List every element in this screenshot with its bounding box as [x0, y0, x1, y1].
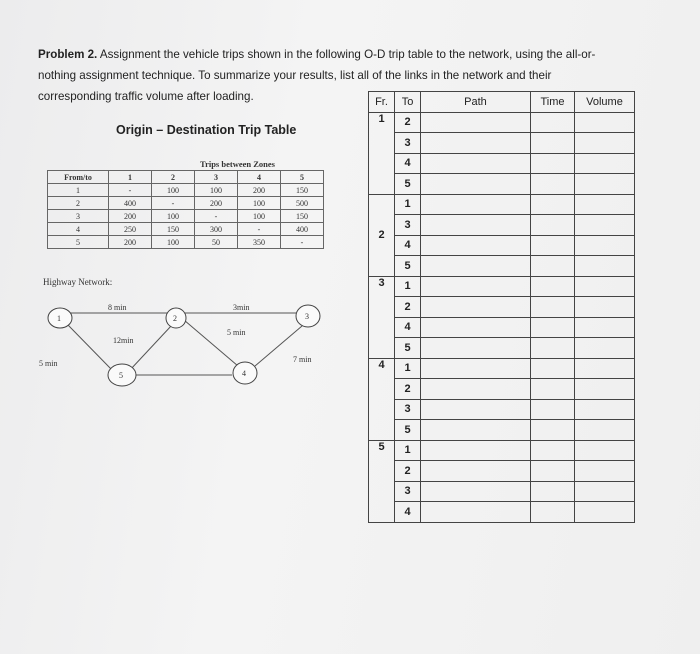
path-cell[interactable]	[421, 215, 531, 236]
table-row	[369, 297, 635, 318]
od-table-title: Origin – Destination Trip Table	[116, 123, 297, 137]
table-row	[369, 399, 635, 420]
path-cell[interactable]	[421, 420, 531, 441]
time-cell[interactable]	[531, 133, 575, 154]
path-cell[interactable]	[421, 379, 531, 400]
trip-cell: 100	[195, 184, 238, 197]
trip-cell: -	[109, 184, 152, 197]
table-row	[369, 358, 635, 379]
trip-cell: 500	[281, 197, 324, 210]
trip-cell: 250	[109, 223, 152, 236]
link-2-5	[130, 325, 172, 370]
trip-cell: 200	[195, 197, 238, 210]
trip-cell: -	[195, 210, 238, 223]
to-zone: 4	[395, 235, 421, 256]
volume-cell[interactable]	[575, 440, 635, 461]
path-cell[interactable]	[421, 174, 531, 195]
node-label: 5	[119, 371, 123, 380]
volume-cell[interactable]	[575, 112, 635, 133]
path-cell[interactable]	[421, 153, 531, 174]
link-time-label: 7 min	[293, 355, 312, 364]
path-cell[interactable]	[421, 112, 531, 133]
time-cell[interactable]	[531, 256, 575, 277]
path-cell[interactable]	[421, 440, 531, 461]
trip-cell: 200	[109, 210, 152, 223]
path-cell[interactable]	[421, 235, 531, 256]
trip-cell: 50	[195, 236, 238, 249]
volume-cell[interactable]	[575, 358, 635, 379]
volume-cell[interactable]	[575, 317, 635, 338]
volume-cell[interactable]	[575, 153, 635, 174]
from-zone: 3	[369, 276, 395, 358]
from-zone: 1	[369, 112, 395, 194]
table-row	[369, 317, 635, 338]
link-time-label: 8 min	[108, 303, 127, 312]
node-label: 1	[57, 314, 61, 323]
to-zone: 2	[395, 461, 421, 482]
trip-cell: -	[238, 223, 281, 236]
table-row	[369, 194, 635, 215]
table-row	[369, 174, 635, 195]
col-header-from: Fr.	[369, 92, 395, 113]
table-row	[369, 215, 635, 236]
time-cell[interactable]	[531, 112, 575, 133]
volume-cell[interactable]	[575, 215, 635, 236]
from-zone: 4	[369, 358, 395, 440]
table-row	[369, 276, 635, 297]
path-cell[interactable]	[421, 338, 531, 359]
col-header: 1	[109, 171, 152, 184]
table-row	[369, 256, 635, 277]
time-cell[interactable]	[531, 502, 575, 523]
to-zone: 3	[395, 215, 421, 236]
volume-cell[interactable]	[575, 379, 635, 400]
path-cell[interactable]	[421, 502, 531, 523]
volume-cell[interactable]	[575, 461, 635, 482]
volume-cell[interactable]	[575, 235, 635, 256]
volume-cell[interactable]	[575, 174, 635, 195]
link-1-5	[68, 325, 112, 370]
path-cell[interactable]	[421, 133, 531, 154]
time-cell[interactable]	[531, 215, 575, 236]
table-row	[369, 461, 635, 482]
path-cell[interactable]	[421, 297, 531, 318]
network-label: Highway Network:	[43, 277, 113, 287]
from-zone: 5	[369, 440, 395, 522]
trip-cell: 400	[281, 223, 324, 236]
table-row	[369, 338, 635, 359]
trip-cell: 150	[152, 223, 195, 236]
node-label: 4	[242, 369, 246, 378]
volume-cell[interactable]	[575, 481, 635, 502]
to-zone: 1	[395, 358, 421, 379]
to-zone: 2	[395, 112, 421, 133]
col-header-volume: Volume	[575, 92, 635, 113]
table-row	[369, 420, 635, 441]
time-cell[interactable]	[531, 276, 575, 297]
to-zone: 5	[395, 338, 421, 359]
corner-label: From/to	[48, 171, 109, 184]
time-cell[interactable]	[531, 461, 575, 482]
from-zone: 2	[369, 194, 395, 276]
to-zone: 3	[395, 481, 421, 502]
col-header-time: Time	[531, 92, 575, 113]
row-origin: 1	[48, 184, 109, 197]
col-header-path: Path	[421, 92, 531, 113]
trip-cell: 200	[238, 184, 281, 197]
time-cell[interactable]	[531, 358, 575, 379]
table-row	[369, 481, 635, 502]
volume-cell[interactable]	[575, 399, 635, 420]
path-cell[interactable]	[421, 276, 531, 297]
to-zone: 4	[395, 317, 421, 338]
to-zone: 3	[395, 399, 421, 420]
path-cell[interactable]	[421, 194, 531, 215]
to-zone: 4	[395, 502, 421, 523]
to-zone: 1	[395, 440, 421, 461]
path-cell[interactable]	[421, 317, 531, 338]
volume-cell[interactable]	[575, 338, 635, 359]
node-label: 2	[173, 314, 177, 323]
path-cell[interactable]	[421, 358, 531, 379]
link-time-label: 5 min	[39, 359, 58, 368]
time-cell[interactable]	[531, 481, 575, 502]
node-label: 3	[305, 312, 309, 321]
time-cell[interactable]	[531, 194, 575, 215]
link-time-label: 3min	[233, 303, 250, 312]
table-row	[369, 440, 635, 461]
path-cell[interactable]	[421, 461, 531, 482]
group-header: Trips between Zones	[200, 159, 275, 169]
row-origin: 3	[48, 210, 109, 223]
link-time-label: 12min	[113, 336, 134, 345]
table-row	[369, 502, 635, 523]
table-row	[369, 153, 635, 174]
to-zone: 1	[395, 276, 421, 297]
volume-cell[interactable]	[575, 420, 635, 441]
time-cell[interactable]	[531, 297, 575, 318]
time-cell[interactable]	[531, 440, 575, 461]
row-origin: 5	[48, 236, 109, 249]
table-row	[369, 112, 635, 133]
time-cell[interactable]	[531, 379, 575, 400]
trip-cell: 100	[238, 197, 281, 210]
col-header: 2	[152, 171, 195, 184]
row-origin: 4	[48, 223, 109, 236]
trip-cell: 150	[281, 184, 324, 197]
time-cell[interactable]	[531, 317, 575, 338]
trip-cell: 300	[195, 223, 238, 236]
volume-cell[interactable]	[575, 194, 635, 215]
trip-cell: 350	[238, 236, 281, 249]
volume-cell[interactable]	[575, 297, 635, 318]
table-row	[369, 235, 635, 256]
trip-cell: -	[281, 236, 324, 249]
to-zone: 5	[395, 256, 421, 277]
col-header: 3	[195, 171, 238, 184]
volume-cell[interactable]	[575, 133, 635, 154]
time-cell[interactable]	[531, 174, 575, 195]
to-zone: 2	[395, 297, 421, 318]
problem-text: Assignment the vehicle trips shown in the following O-D trip table to the network, using the all-or-nothing assignment technique. To summarize your results, list all of the links in the network and their corresponding traffic volume after loading.	[38, 48, 596, 103]
row-origin: 2	[48, 197, 109, 210]
trip-cell: 100	[152, 184, 195, 197]
trip-cell: 150	[281, 210, 324, 223]
time-cell[interactable]	[531, 338, 575, 359]
col-header: 5	[281, 171, 324, 184]
volume-cell[interactable]	[575, 256, 635, 277]
to-zone: 1	[395, 194, 421, 215]
link-time-label: 5 min	[227, 328, 246, 337]
path-cell[interactable]	[421, 256, 531, 277]
trip-cell: 200	[109, 236, 152, 249]
answer-table	[368, 91, 635, 523]
trip-cell: 100	[238, 210, 281, 223]
path-cell[interactable]	[421, 399, 531, 420]
table-row	[369, 379, 635, 400]
trip-cell: 400	[109, 197, 152, 210]
to-zone: 3	[395, 133, 421, 154]
trip-cell: 100	[152, 236, 195, 249]
col-header-to: To	[395, 92, 421, 113]
link-2-4	[184, 320, 238, 366]
to-zone: 5	[395, 420, 421, 441]
trip-cell: -	[152, 197, 195, 210]
to-zone: 4	[395, 153, 421, 174]
path-cell[interactable]	[421, 481, 531, 502]
col-header: 4	[238, 171, 281, 184]
time-cell[interactable]	[531, 235, 575, 256]
time-cell[interactable]	[531, 153, 575, 174]
volume-cell[interactable]	[575, 276, 635, 297]
problem-label: Problem 2.	[38, 48, 98, 61]
trip-cell: 100	[152, 210, 195, 223]
to-zone: 5	[395, 174, 421, 195]
volume-cell[interactable]	[575, 502, 635, 523]
time-cell[interactable]	[531, 420, 575, 441]
to-zone: 2	[395, 379, 421, 400]
table-row	[369, 133, 635, 154]
time-cell[interactable]	[531, 399, 575, 420]
